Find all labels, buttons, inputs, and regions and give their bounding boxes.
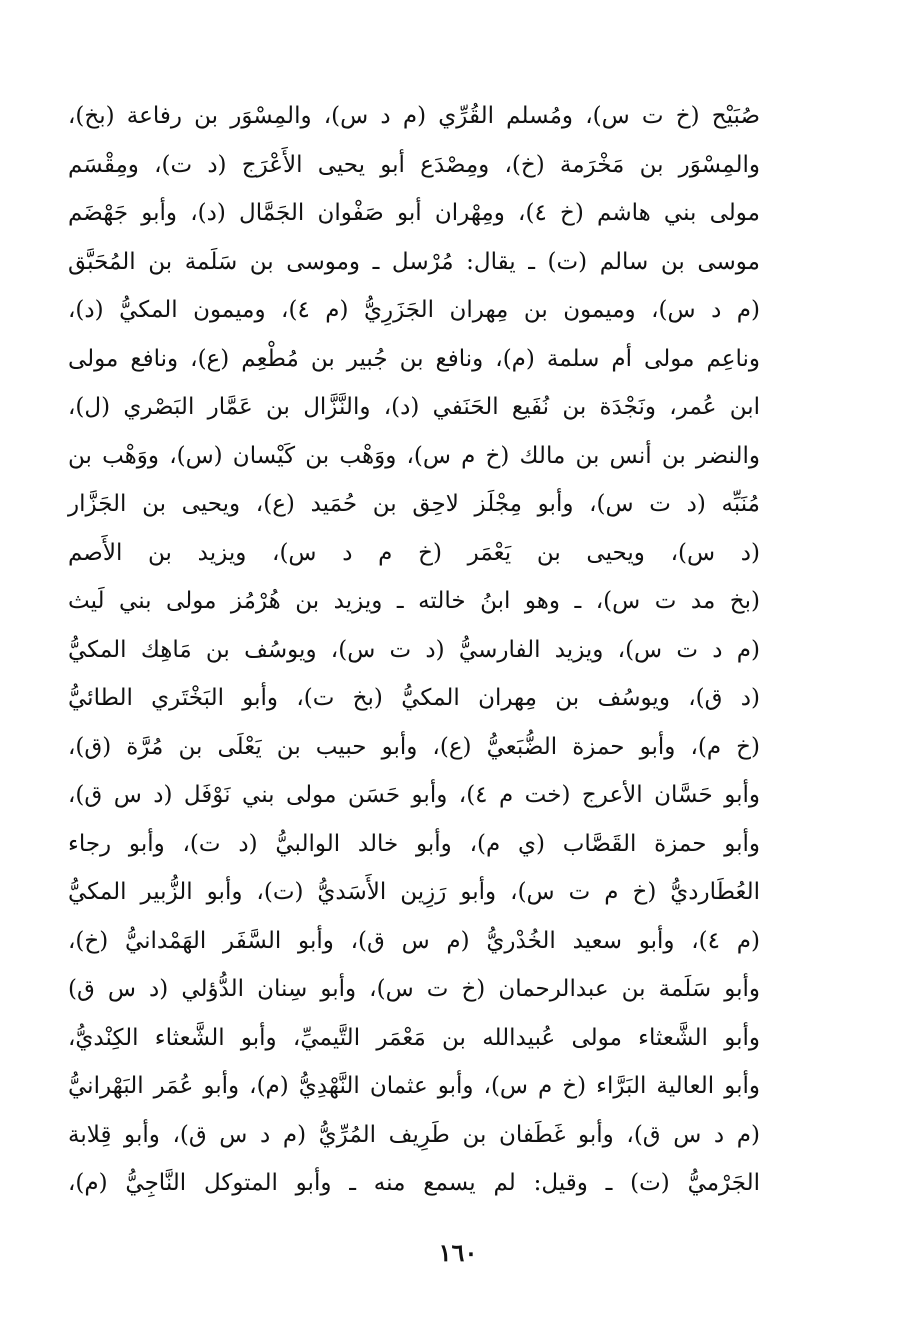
text-line: والمِسْوَر بن مَخْرَمة (خ)، ومِصْدَع أبو يحيى الأَعْرَج (د ت)، ومِقْسَم (68, 151, 760, 178)
text-line: مُنَبِّه (د ت س)، وأبو مِجْلَز لاحِق بن حُمَيد (ع)، ويحيى بن الجَزَّار (68, 491, 760, 517)
text-line: (م د س ق)، وأبو غَطَفان بن طَرِيف المُرِّيُّ (م د س ق)، وأبو قِلابة (68, 1121, 760, 1148)
text-line: موسى بن سالم (ت) ـ يقال: مُرْسل ـ وموسى بن سَلَمة بن المُحَبَّق (68, 248, 760, 275)
text-line: (د ق)، ويوسُف بن مِهران المكيُّ (بخ ت)، وأبو البَخْتَري الطائيُّ (68, 685, 760, 711)
text-line: والنضر بن أنس بن مالك (خ م س)، ووَهْب بن كَيْسان (س)، ووَهْب بن (68, 442, 760, 469)
page-number: ١٦٠ (438, 1238, 478, 1267)
text-line: وأبو حَسَّان الأعرج (خت م ٤)، وأبو حَسَن مولى بني نَوْفَل (د س ق)، (68, 782, 760, 808)
text-line: العُطَارديُّ (خ م ت س)، وأبو رَزِين الأَسَديُّ (ت)، وأبو الزُّبير المكيُّ (68, 879, 760, 905)
text-line: (د س)، ويحيى بن يَعْمَر (خ م د س)، ويزيد بن الأَصم (68, 539, 760, 566)
text-line: (بخ مد ت س)، ـ وهو ابنُ خالته ـ ويزيد بن هُرْمُز مولى بني لَيث (68, 588, 760, 614)
text-line: الجَرْميُّ (ت) ـ وقيل: لم يسمع منه ـ وأبو المتوكل النَّاجِيُّ (م)، (68, 1170, 760, 1196)
text-line: وأبو سَلَمة بن عبدالرحمان (خ ت س)، وأبو سِنان الدُّؤلي (د س ق) (68, 976, 760, 1002)
text-line: (م د ت س)، ويزيد الفارسيُّ (د ت س)، ويوسُف بن مَاهِك المكيُّ (68, 636, 760, 663)
text-line: مولى بني هاشم (خ ٤)، ومِهْران أبو صَفْوان الجَمَّال (د)، وأبو جَهْضَم (68, 200, 760, 226)
text-line: (م د س)، وميمون بن مِهران الجَزَرِيُّ (م ٤)، وميمون المكيُّ (د)، (68, 297, 760, 323)
text-line: وأبو العالية البَرَّاء (خ م س)، وأبو عثمان النَّهْدِيُّ (م)، وأبو عُمَر البَهْرانيُّ (68, 1073, 760, 1099)
body-text (68, 92, 760, 1208)
text-line: وأبو الشَّعثاء مولى عُبيدالله بن مَعْمَر التَّيميِّ، وأبو الشَّعثاء الكِنْديُّ، (68, 1024, 760, 1051)
text-line: وناعِم مولى أم سلمة (م)، ونافع بن جُبير بن مُطْعِم (ع)، ونافع مولى (68, 345, 760, 372)
text-line: وأبو حمزة القَصَّاب (ي م)، وأبو خالد الوالبيُّ (د ت)، وأبو رجاء (68, 830, 760, 857)
text-line: ابن عُمر، ونَجْدَة بن نُفَيع الحَنَفي (د)، والنَّزَّال بن عَمَّار البَصْري (ل)، (68, 394, 760, 420)
text-line: (م ٤)، وأبو سعيد الخُدْريُّ (م س ق)، وأبو السَّفَر الهَمْدانيُّ (خ)، (68, 927, 760, 954)
text-line: (خ م)، وأبو حمزة الضُّبَعيُّ (ع)، وأبو حبيب بن يَعْلَى بن مُرَّة (ق)، (68, 733, 760, 760)
text-line: صُبَيْح (خ ت س)، ومُسلم القُرِّي (م د س)، والمِسْوَر بن رفاعة (بخ)، (68, 103, 760, 129)
